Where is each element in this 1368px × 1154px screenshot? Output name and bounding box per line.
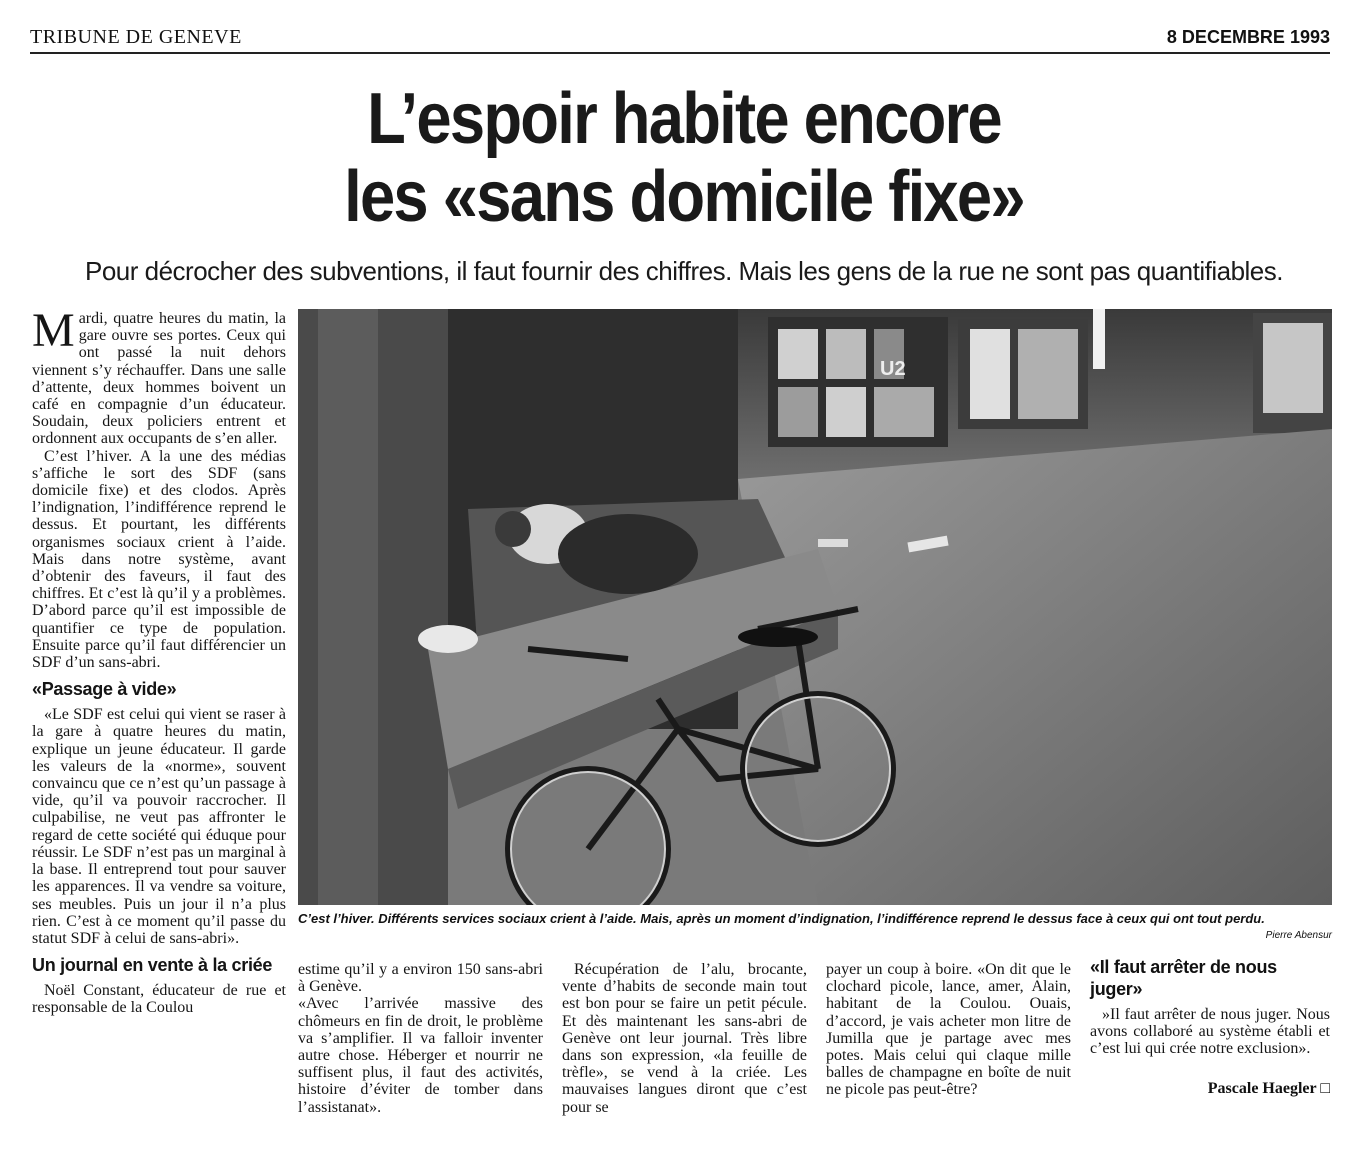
poster-text: U2 [880,358,906,380]
paragraph: estime qu’il y a environ 150 sans-abri à Genève. [298,961,543,996]
photo-caption: C’est l’hiver. Différents services sociaux crient à l’aide. Mais, après un moment d’indignation, l’indifférence reprend le dessus face à ceux qui ont tout perdu. [298,911,1265,926]
newspaper-name: TRIBUNE DE GENEVE [30,26,242,48]
section-heading-juger: «Il faut arrêter de nous juger» [1090,957,1277,999]
issue-date: 8 DECEMBRE 1993 [1166,27,1330,47]
photo-credit: Pierre Abensur [1265,930,1332,941]
article-column-3 [562,961,807,1116]
paragraph: «Avec l’arrivée massive des chômeurs en fin de droit, le problème va s’amplifier. Il va falloir inventer autre chose. Héberger et nourrir ne suffisent plus, il faut des activités, histoire d’éviter de tomber dans l’assistanat». [298,995,543,1116]
photo-illustration [298,309,1332,905]
headline-line-1: L’espoir habite encore [367,79,1001,159]
headline [82,80,1286,236]
page-header [30,20,1330,54]
author-signature: Pascale Haegler □ [1207,1080,1330,1097]
paragraph: Noël Constant, éducateur de rue et responsable de la Coulou [32,982,286,1017]
headline-line-2: les «sans domicile fixe» [344,157,1024,237]
article-column-2 [298,961,543,1116]
paragraph: »Il faut arrêter de nous juger. Nous avons collaboré au système établi et c’est lui qui crée notre exclusion». [1090,1006,1330,1058]
article-column-5 [1090,1006,1330,1058]
paragraph: payer un coup à boire. «On dit que le clochard picole, lance, amer, Alain, habitant de la Coulou. Ouais, d’accord, je vais acheter mon litre de Jumilla que je partage avec mes potes. Mais celui qui claque mille balles de champagne en boîte de nuit ne picole pas peut-être? [826,961,1071,1099]
news-photo [298,309,1332,905]
article-column-4 [826,961,1071,1099]
subheadline: Pour décrocher des subventions, il faut fournir des chiffres. Mais les gens de la rue ne sont pas quantifiables. [84,256,1283,286]
article-column-1 [32,304,286,1017]
paragraph: C’est l’hiver. A la une des médias s’affiche le sort des SDF (sans domicile fixe) et des clodos. Après l’indignation, l’indifférence reprend le dessus. Et pourtant, les différents organismes sociaux crient à l’aide. Mais dans notre système, avant d’obtenir des faveurs, il faut des chiffres. Et c’est là qu’il y a problèmes. D’abord parce qu’il est impossible de quantifier ce type de population. Ensuite parce qu’il faut différencier un SDF d’un sans-abri. [32,447,286,672]
section-heading-journal: Un journal en vente à la criée [32,955,273,976]
paragraph: «Le SDF est celui qui vient se raser à la gare à quatre heures du matin, explique un jeune éducateur. Il garde les valeurs de la «norme», souvent convaincu que ce n’est qu’un passage à vide, qu’il va pouvoir raccrocher. Il culpabilise, ne veut pas affronter le regard de cette société qui éduque pour réussir. Le SDF n’est pas un marginal à la base. Il entreprend tout pour sauver les apparences. Il va vendre sa voiture, ses meubles. Puis un jour il n’a plus rien. C’est à ce moment qu’il passe du statut SDF à celui de sans-abri». [32,706,286,947]
section-heading-passage: «Passage à vide» [32,679,177,700]
lead-paragraph: Mardi, quatre heures du matin, la gare ouvre ses portes. Ceux qui ont passé la nuit dehors viennent s’y réchauffer. Dans une salle d’attente, deux hommes boivent un café en compagnie d’un éducateur. Soudain, deux policiers entrent et ordonnent aux occupants de s’en aller. [32,304,286,448]
paragraph: Récupération de l’alu, brocante, vente d’habits de seconde main tout est bon pour se faire un petit pécule. Et dès maintenant les sans-abri de Genève ont leur journal. Très libre dans son expression, «la feuille de trèfle», se vend à la criée. Les mauvaises langues diront que c’est pour se [562,961,807,1116]
drop-cap: M [32,304,75,357]
